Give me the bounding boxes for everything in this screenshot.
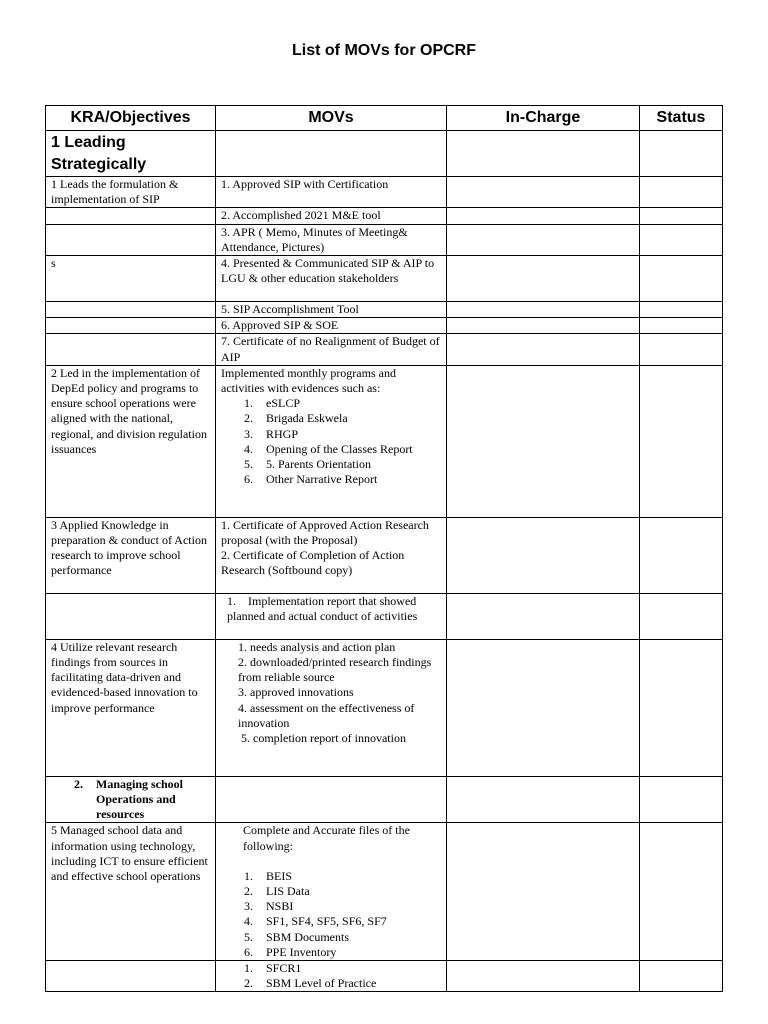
table-row <box>46 593 723 639</box>
table-row <box>46 208 723 224</box>
mov-cell: 4. Presented & Communicated SIP & AIP to LGU & other education stakeholders <box>216 256 447 302</box>
list-item: 1. eSLCP <box>244 396 301 411</box>
mov-cell <box>216 961 447 992</box>
movs-table <box>45 105 723 992</box>
list-item: 6. Other Narrative Report <box>244 472 378 487</box>
list-item: 4. SF1, SF4, SF5, SF6, SF7 <box>244 914 387 929</box>
section-leading-strategically: 1 Leading Strategically <box>46 131 216 177</box>
mov-cell: 6. Approved SIP & SOE <box>216 318 447 334</box>
list-item: 3. RHGP <box>244 426 299 441</box>
list-item: 2. Brigada Eskwela <box>244 411 348 426</box>
list-item: 1. needs analysis and action plan <box>238 639 396 654</box>
list-item: 3. NSBI <box>244 899 294 914</box>
table-row <box>46 365 723 517</box>
list-item: 1. SFCR1 <box>244 961 302 976</box>
table-row <box>46 517 723 593</box>
mov-list <box>221 869 442 960</box>
mov-line: 1. Implementation report that showed planned and actual conduct of activities <box>227 593 420 624</box>
mov-line: 2. Certificate of Completion of Action Research (Softbound copy) <box>221 548 405 578</box>
mov-cell <box>216 517 447 593</box>
mov-cell: 1. Approved SIP with Certification <box>216 177 447 208</box>
mov-list <box>221 961 442 991</box>
mov-cell <box>216 639 447 776</box>
kra-cell: 1 Leads the formulation & implementation of SIP <box>46 177 216 208</box>
mov-cell <box>216 593 447 639</box>
kra-cell: 3 Applied Knowledge in preparation & conduct of Action research to improve school performance <box>46 517 216 593</box>
mov-intro: Complete and Accurate files of the following: <box>243 823 410 853</box>
mov-cell <box>216 823 447 961</box>
mov-cell: 5. SIP Accomplishment Tool <box>216 302 447 318</box>
section-row <box>46 776 723 823</box>
table-row <box>46 177 723 208</box>
mov-cell: 2. Accomplished 2021 M&E tool <box>216 208 447 224</box>
list-item: 6. PPE Inventory <box>244 944 337 959</box>
kra-cell: 2 Led in the implementation of DepEd policy and programs to ensure school operations were aligned with the national, regional, and division regulation issuances <box>46 365 216 517</box>
list-item: 2. downloaded/printed research findings from reliable source <box>238 655 432 685</box>
table-row <box>46 302 723 318</box>
list-item: 2. LIS Data <box>244 884 310 899</box>
kra-cell: 5 Managed school data and information using technology, including ICT to ensure efficient and effective school operations <box>46 823 216 961</box>
section-number: 2. <box>74 776 83 791</box>
table-row <box>46 224 723 255</box>
kra-cell: s <box>46 256 216 302</box>
list-item: 1. BEIS <box>244 868 293 883</box>
table-row <box>46 961 723 992</box>
table-row <box>46 334 723 365</box>
list-item: 4. assessment on the effectiveness of innovation <box>238 700 415 730</box>
list-item: 5. SBM Documents <box>244 929 350 944</box>
header-status: Status <box>640 106 723 131</box>
list-item: 3. approved innovations <box>238 685 354 700</box>
list-item: 5. 5. Parents Orientation <box>244 457 371 472</box>
table-row <box>46 256 723 302</box>
header-in-charge: In-Charge <box>447 106 640 131</box>
kra-cell: 4 Utilize relevant research findings from sources in facilitating data-driven and evidenced-based innovation to improve performance <box>46 639 216 776</box>
list-item: 5. completion report of innovation <box>238 731 406 746</box>
section-row <box>46 131 723 177</box>
table-row <box>46 639 723 776</box>
header-row <box>46 106 723 131</box>
mov-cell: 3. APR ( Memo, Minutes of Meeting& Attendance, Pictures) <box>216 224 447 255</box>
list-item: 4. Opening of the Classes Report <box>244 441 413 456</box>
mov-list <box>221 396 442 487</box>
mov-cell: 7. Certificate of no Realignment of Budget of AIP <box>216 334 447 365</box>
table-row <box>46 823 723 961</box>
table-row <box>46 318 723 334</box>
mov-intro: Implemented monthly programs and activities with evidences such as: <box>221 365 396 396</box>
mov-line: 1. Certificate of Approved Action Research proposal (with the Proposal) <box>221 517 429 548</box>
header-movs: MOVs <box>216 106 447 131</box>
header-kra: KRA/Objectives <box>46 106 216 131</box>
mov-cell <box>216 365 447 517</box>
page-title: List of MOVs for OPCRF <box>292 42 476 59</box>
section-title: Managing school Operations and resources <box>96 776 184 822</box>
section-managing-school <box>46 776 216 823</box>
list-item: 2. SBM Level of Practice <box>244 976 377 991</box>
